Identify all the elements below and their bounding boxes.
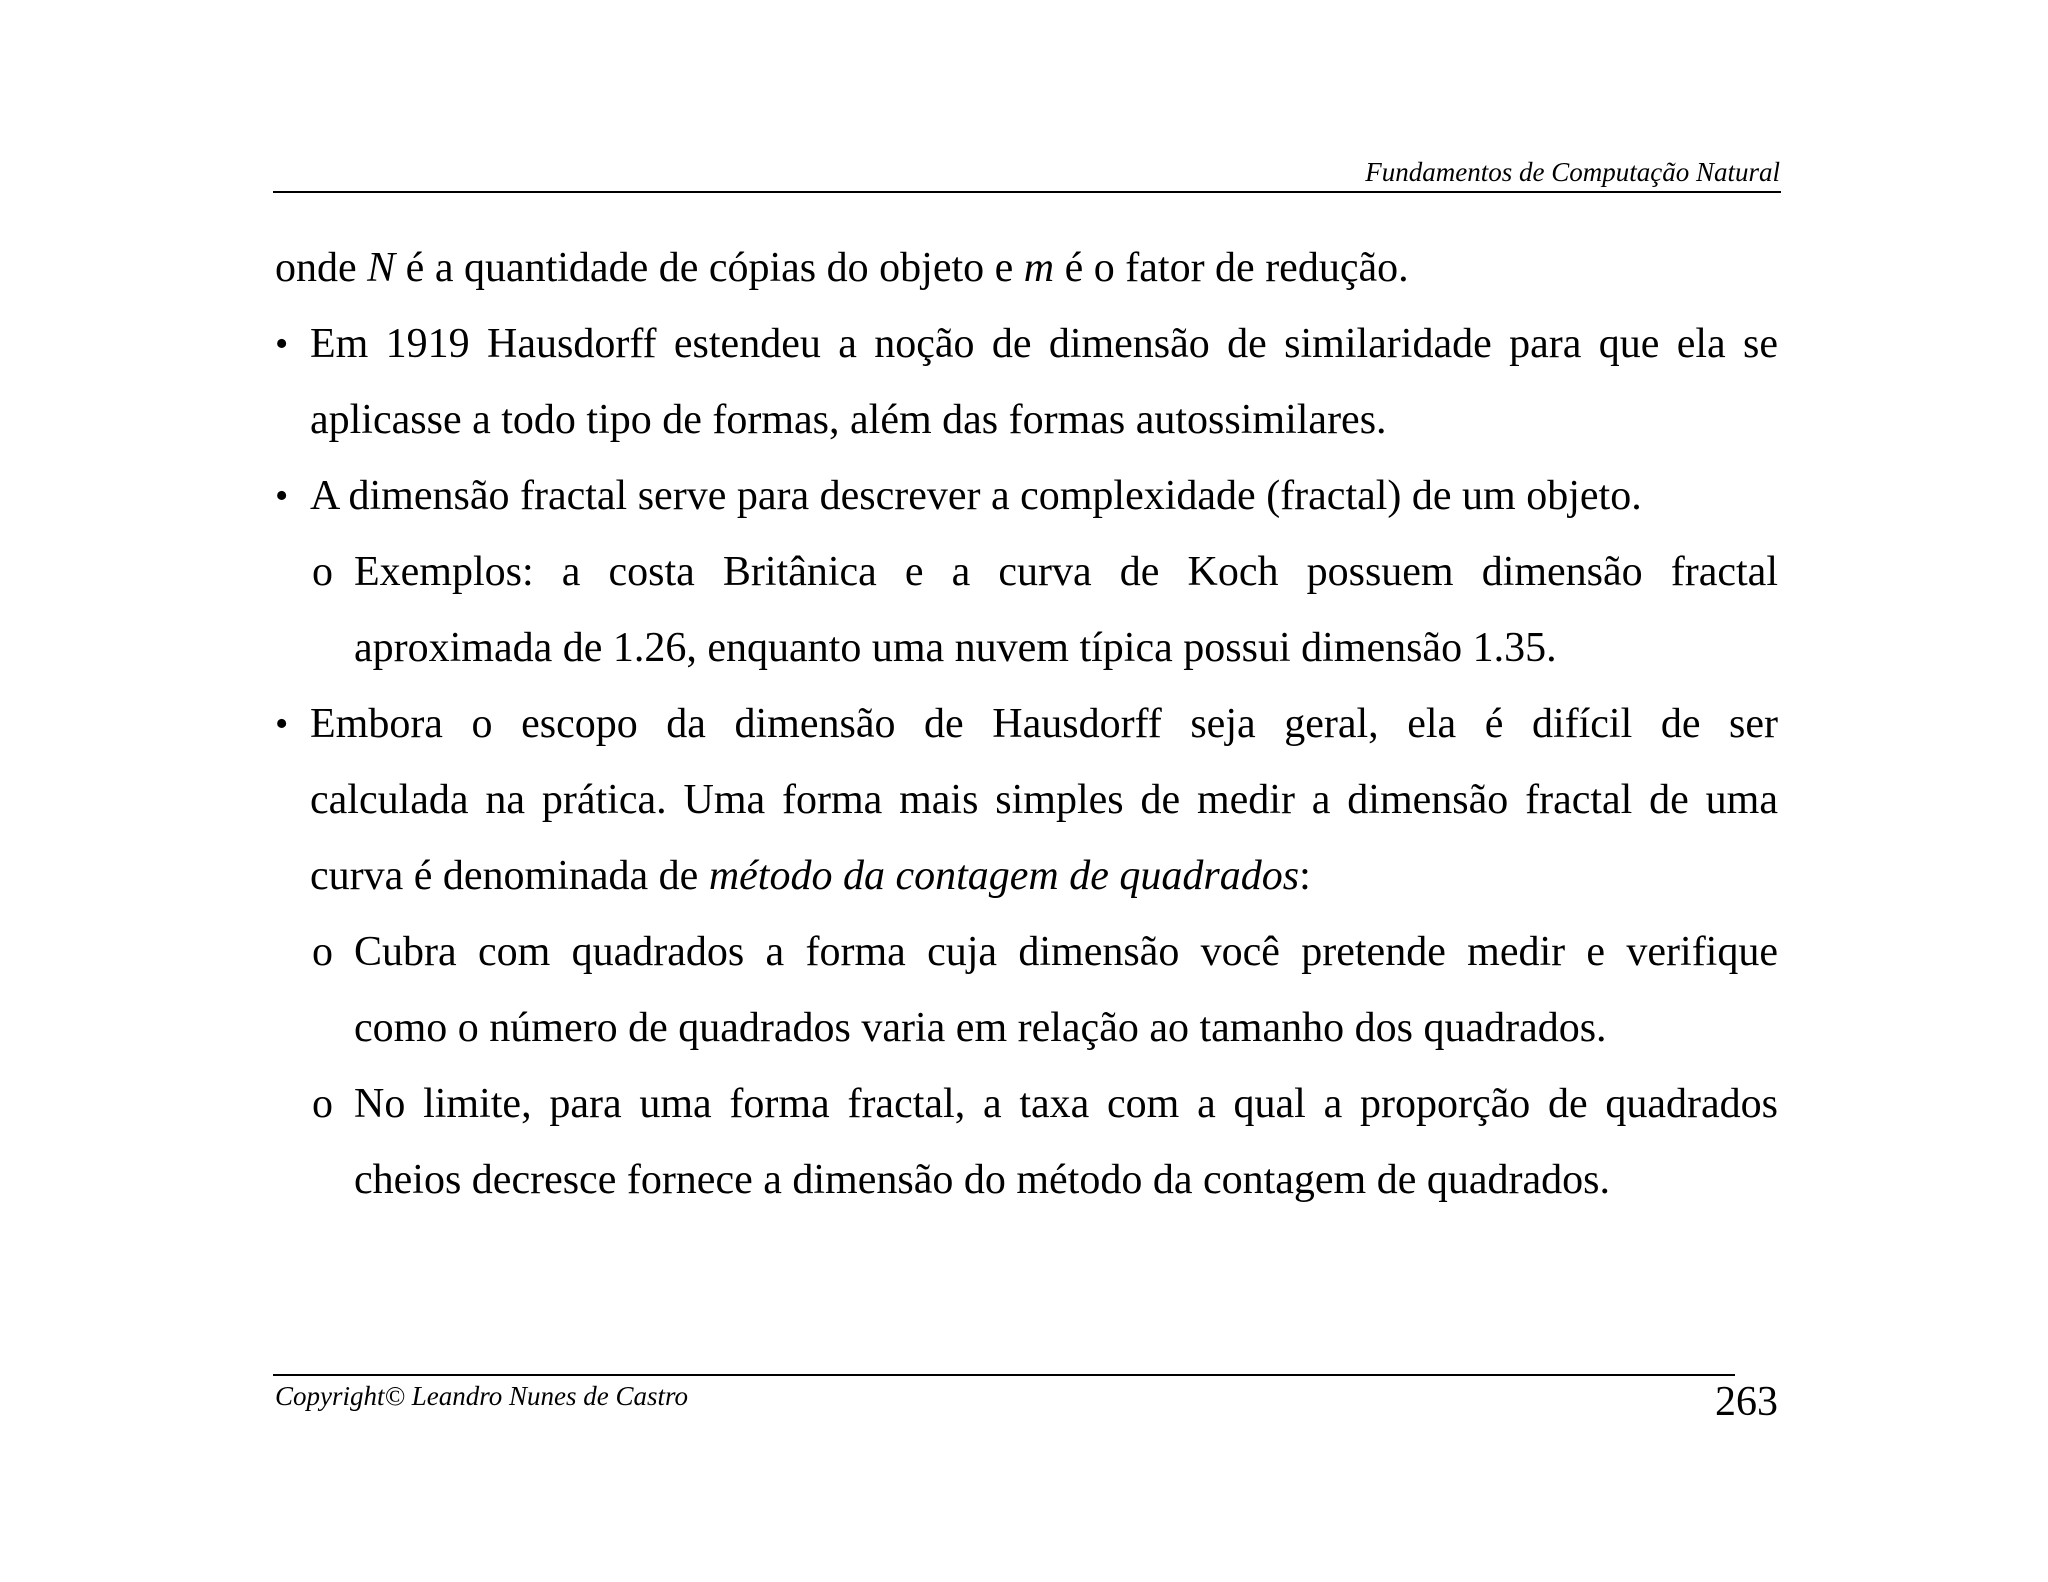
variable-n: N — [367, 245, 396, 291]
subitem-line: como o número de quadrados varia em relação ao tamanho dos quadrados. — [354, 1005, 1607, 1051]
bullet-item-hausdorff — [275, 306, 1778, 458]
subitem-cover-squares — [275, 914, 1778, 1066]
intro-paragraph — [275, 230, 1778, 306]
subitem-line: cheios decresce fornece a dimensão do método da contagem de quadrados. — [354, 1157, 1610, 1203]
bullet-line — [310, 838, 1778, 914]
bullet-line: aplicasse a todo tipo de formas, além das formas autossimilares. — [310, 397, 1387, 443]
method-name-emphasis: método da contagem de quadrados — [708, 853, 1300, 899]
bullet-marker: • — [275, 323, 289, 365]
intro-text-2: é a quantidade de cópias do objeto e — [395, 245, 1024, 291]
bullet-marker: • — [275, 475, 289, 517]
page-number: 263 — [1715, 1379, 1778, 1425]
header-divider — [273, 191, 1781, 193]
subitem-line: No limite, para uma forma fractal, a taxa com a qual a proporção de quadrados — [354, 1081, 1778, 1127]
running-header-title: Fundamentos de Computação Natural — [1365, 157, 1780, 187]
subitem-limit — [275, 1066, 1778, 1218]
bullet-line: Em 1919 Hausdorff estendeu a noção de dimensão de similaridade para que ela se — [310, 321, 1778, 367]
intro-text-3: é o fator de redução. — [1054, 245, 1409, 291]
bullet-line: Embora o escopo da dimensão de Hausdorff seja geral, ela é difícil de ser — [310, 701, 1778, 747]
subitem-line: Exemplos: a costa Britânica e a curva de Koch possuem dimensão fractal — [354, 549, 1778, 595]
bullet-item-box-counting — [275, 686, 1778, 914]
subitem-marker: o — [312, 549, 333, 595]
subitem-line: Cubra com quadrados a forma cuja dimensão você pretende medir e verifique — [354, 929, 1778, 975]
subitem-line: aproximada de 1.26, enquanto uma nuvem típica possui dimensão 1.35. — [354, 625, 1557, 671]
bullet-line-text: curva é denominada de — [310, 853, 709, 899]
footer-divider — [273, 1374, 1735, 1376]
page-body — [275, 230, 1778, 1218]
bullet-item-fractal-dimension — [275, 458, 1778, 534]
subitem-marker: o — [312, 929, 333, 975]
subitem-marker: o — [312, 1081, 333, 1127]
bullet-line-colon: : — [1299, 853, 1311, 899]
bullet-line: A dimensão fractal serve para descrever a complexidade (fractal) de um objeto. — [310, 473, 1642, 519]
bullet-marker: • — [275, 703, 289, 745]
subitem-examples — [275, 534, 1778, 686]
intro-text-1: onde — [275, 245, 368, 291]
footer-copyright: Copyright© Leandro Nunes de Castro — [275, 1381, 689, 1411]
variable-m: m — [1023, 245, 1055, 291]
bullet-line: calculada na prática. Uma forma mais simples de medir a dimensão fractal de uma — [310, 777, 1778, 823]
